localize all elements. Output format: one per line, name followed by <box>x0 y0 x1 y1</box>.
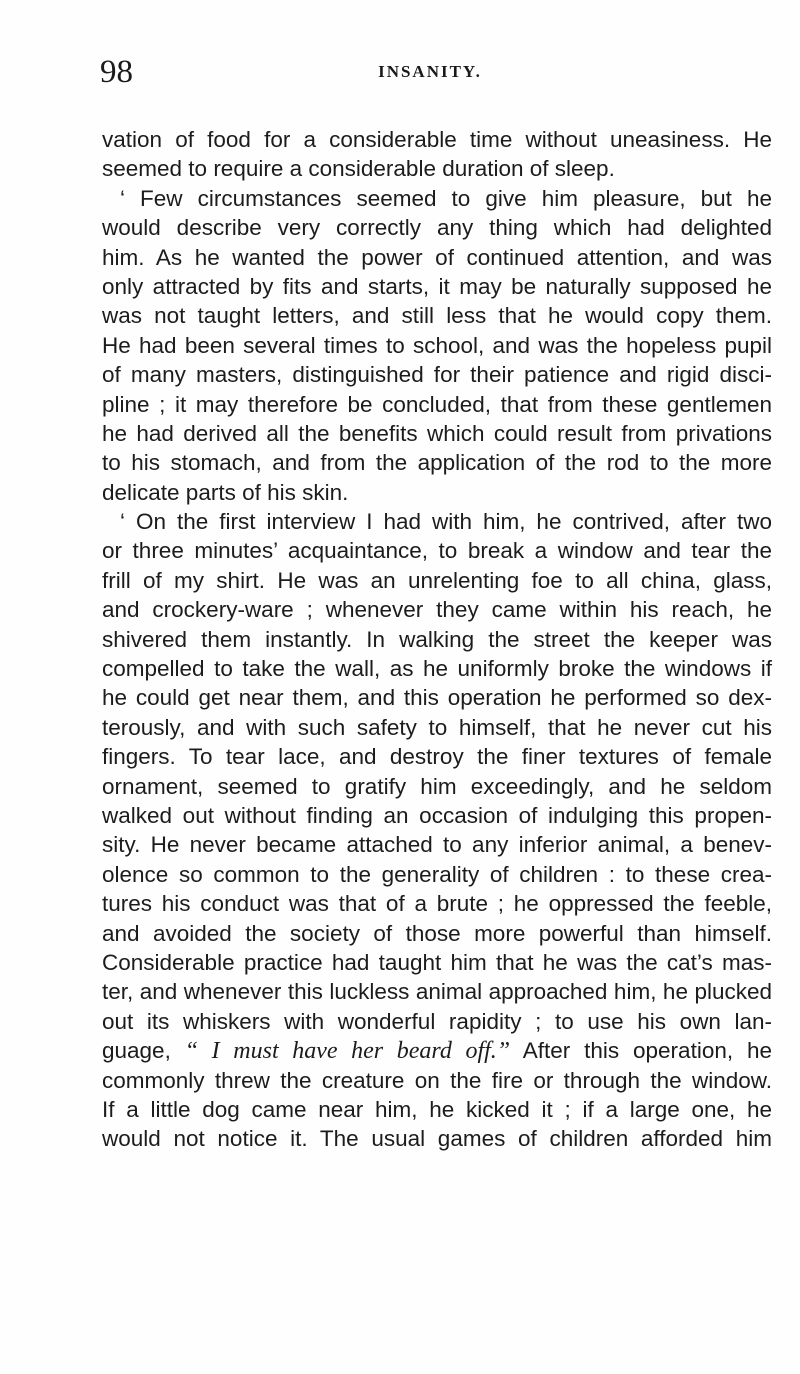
text-line: commonly threw the creature on the fire or through the window. <box>102 1067 772 1093</box>
text-line: ornament, seemed to gratify him exceedingly, and he seldom <box>102 773 772 799</box>
running-title: INSANITY. <box>378 62 482 81</box>
text-line: frill of my shirt. He was an unrelenting foe to all china, glass, <box>102 567 772 593</box>
italic-quote: “ I must have her beard off.” <box>184 1038 511 1065</box>
text-line: pline ; it may therefore be concluded, that from these gentlemen <box>102 391 772 417</box>
text-line: terously, and with such safety to himself, that he never cut his <box>102 714 772 740</box>
text-line: vation of food for a considerable time without uneasiness. He <box>102 127 772 152</box>
text-line: and crockery-ware ; whenever they came within his reach, he <box>102 597 772 623</box>
text-line: he had derived all the benefits which could result from privations <box>102 420 772 446</box>
running-head <box>100 52 760 92</box>
text-line: of many masters, distinguished for their patience and rigid disci- <box>102 362 772 388</box>
text-line: Considerable practice had taught him that he was the cat’s mas- <box>102 949 772 975</box>
text-line: shivered them instantly. In walking the street the keeper was <box>102 626 772 652</box>
quote-line <box>102 1036 772 1065</box>
quote-line-lead: guage, <box>102 1038 171 1064</box>
text-line: ‘ Few circumstances seemed to give him pleasure, but he <box>120 185 772 211</box>
text-line: him. As he wanted the power of continued attention, and was <box>102 244 772 270</box>
text-line: seemed to require a considerable duration of sleep. <box>102 156 615 182</box>
text-line: ‘ On the first interview I had with him, he contrived, after two <box>120 509 772 535</box>
text-line: or three minutes’ acquaintance, to break a window and tear the <box>102 538 772 564</box>
text-line: olence so common to the generality of children : to these crea- <box>102 861 772 887</box>
text-line: and avoided the society of those more powerful than himself. <box>102 920 772 946</box>
text-line: He had been several times to school, and was the hopeless pupil <box>102 332 772 358</box>
text-line: walked out without finding an occasion of indulging this propen- <box>102 802 772 828</box>
text-line: If a little dog came near him, he kicked it ; if a large one, he <box>102 1096 772 1122</box>
text-line: would not notice it. The usual games of children afforded him <box>102 1126 772 1152</box>
text-line: out its whiskers with wonderful rapidity ; to use his own lan- <box>102 1008 772 1034</box>
text-line: only attracted by fits and starts, it may be naturally supposed he <box>102 273 772 299</box>
text-line: was not taught letters, and still less that he would copy them. <box>102 303 772 329</box>
text-line: compelled to take the wall, as he uniformly broke the windows if <box>102 656 772 682</box>
quote-line-tail: After this operation, he <box>522 1038 772 1064</box>
text-line: tures his conduct was that of a brute ; he oppressed the feeble, <box>102 891 772 917</box>
page-number: 98 <box>100 54 133 90</box>
text-line: delicate parts of his skin. <box>102 479 349 505</box>
text-line: to his stomach, and from the application of the rod to the more <box>102 450 772 476</box>
text-line: sity. He never became attached to any inferior animal, a benev- <box>102 832 772 858</box>
text-line: he could get near them, and this operation he performed so dex- <box>102 685 772 711</box>
text-line: would describe very correctly any thing which had delighted <box>102 215 772 241</box>
text-line: ter, and whenever this luckless animal approached him, he plucked <box>102 979 772 1005</box>
text-line: fingers. To tear lace, and destroy the finer textures of female <box>102 744 772 770</box>
body-text <box>102 125 772 1154</box>
